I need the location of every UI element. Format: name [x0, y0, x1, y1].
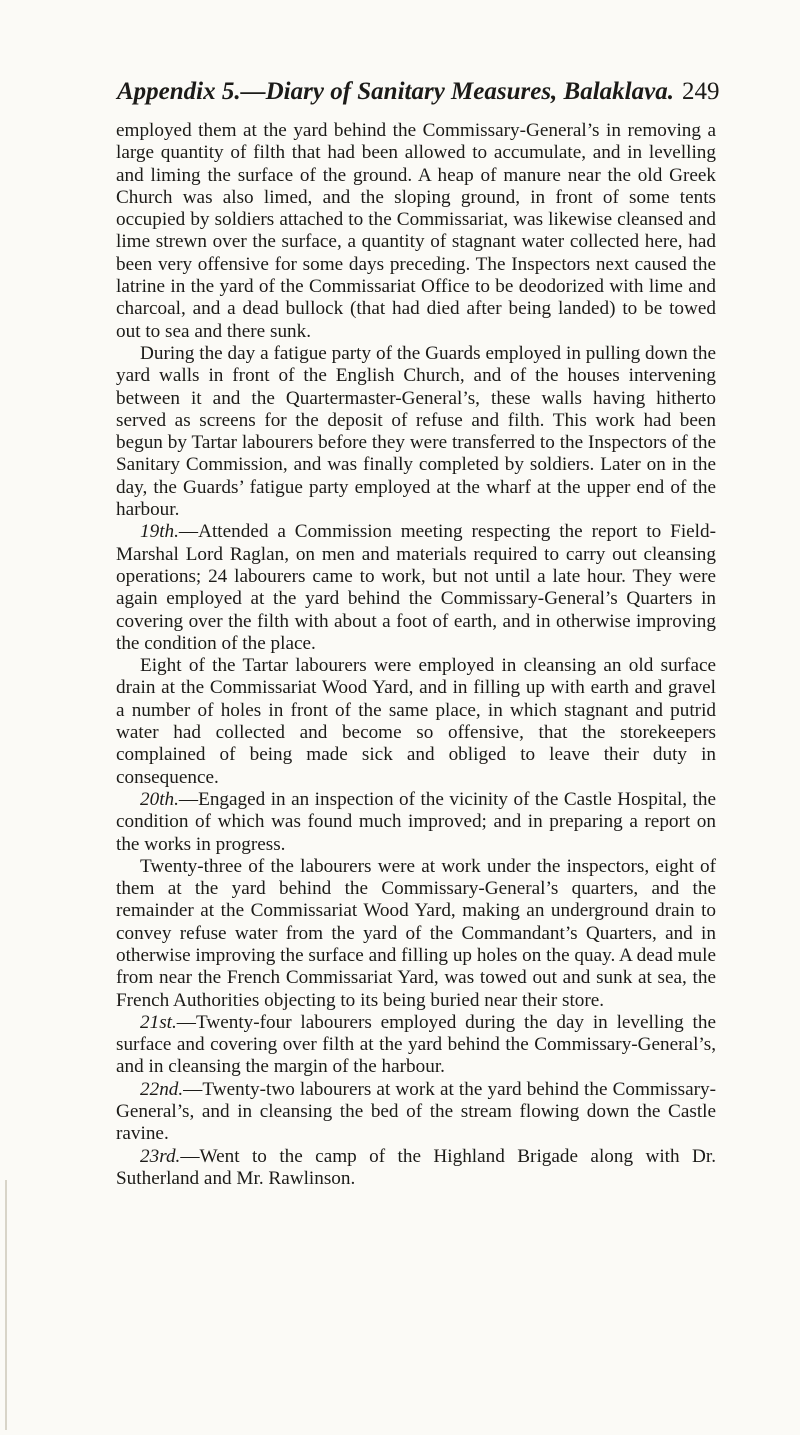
paragraph: [116, 521, 716, 655]
paragraph-text: —Twenty-four labourers employed during the day in levelling the surface and covering over filth at the yard behind the Commissary-General’s, and in cleansing the margin of the harbour.: [116, 1011, 716, 1078]
paragraph-text: —Engaged in an inspection of the vicinity of the Castle Hospital, the condition of which was found much improved; and in preparing a report on the works in progress.: [116, 788, 716, 855]
page-number: 249: [681, 78, 720, 105]
paragraph-text: —Attended a Commission meeting respecting the report to Field-Marshal Lord Raglan, on men and materials required to carry out cleansing operations; 24 labourers came to work, but not until a late hour. They were again employed at the yard behind the Commissary-General’s Quarters in covering over the filth with about a foot of earth, and in otherwise improving the condition of the place.: [116, 521, 716, 654]
paragraph: [116, 856, 716, 1012]
diary-date: 19th.: [140, 521, 179, 543]
paragraph: [116, 1146, 716, 1191]
paragraph: [116, 1079, 716, 1146]
body-text: [116, 120, 716, 1190]
diary-date: 21st.: [140, 1011, 177, 1033]
page-edge-shadow: [5, 1180, 7, 1430]
paragraph: [116, 1012, 716, 1079]
paragraph-text: Twenty-three of the labourers were at work under the inspectors, eight of them at the yard behind the Commissary-General’s quarters, and the remainder at the Commissariat Wood Yard, making an underground drain to convey refuse water from the yard of the Commandant’s Quarters, and in otherwise improving the surface and filling up holes on the quay. A dead mule from near the French Commissariat Yard, was towed out and sunk at sea, the French Authorities objecting to its being buried near their store.: [116, 855, 716, 1011]
paragraph: [116, 789, 716, 856]
diary-date: 20th.: [140, 788, 179, 810]
paragraph-text: employed them at the yard behind the Commissary-General’s in removing a large quantity of filth that had been allowed to accumulate, and in levelling and liming the surface of the ground. A heap of manure near the old Greek Church was also limed, and the sloping ground, in front of some tents occupied by soldiers attached to the Commissariat, was likewise cleansed and lime strewn over the surface, a quantity of stagnant water collected here, had been very offensive for some days preceding. The Inspectors next caused the latrine in the yard of the Commissariat Office to be deodorized with lime and charcoal, and a dead bullock (that had died after being landed) to be towed out to sea and there sunk.: [116, 120, 716, 342]
running-header: [117, 77, 727, 107]
paragraph: [116, 655, 716, 789]
paragraph-text: —Twenty-two labourers at work at the yard behind the Commissary-General’s, and in cleansing the bed of the stream flowing down the Castle ravine.: [116, 1078, 716, 1145]
diary-date: 22nd.: [140, 1078, 184, 1100]
running-header-title: Appendix 5.—Diary of Sanitary Measures, Balaklava.: [117, 78, 674, 105]
paragraph: [116, 120, 716, 343]
paragraph-text: —Went to the camp of the Highland Brigade along with Dr. Sutherland and Mr. Rawlinson.: [116, 1145, 716, 1189]
paragraph: [116, 343, 716, 521]
paragraph-text: Eight of the Tartar labourers were employed in cleansing an old surface drain at the Commissariat Wood Yard, and in filling up with earth and gravel a number of holes in front of the same place, in which stagnant and putrid water had collected and become so offensive, that the storekeepers complained of being made sick and obliged to leave their duty in consequence.: [116, 655, 716, 788]
diary-date: 23rd.: [140, 1145, 181, 1167]
paragraph-text: During the day a fatigue party of the Guards employed in pulling down the yard walls in front of the English Church, and of the houses intervening between it and the Quartermaster-General’s, these walls having hitherto served as screens for the deposit of refuse and filth. This work had been begun by Tartar labourers before they were transferred to the Inspectors of the Sanitary Commission, and was finally completed by soldiers. Later on in the day, the Guards’ fatigue party employed at the wharf at the upper end of the harbour.: [116, 342, 716, 521]
